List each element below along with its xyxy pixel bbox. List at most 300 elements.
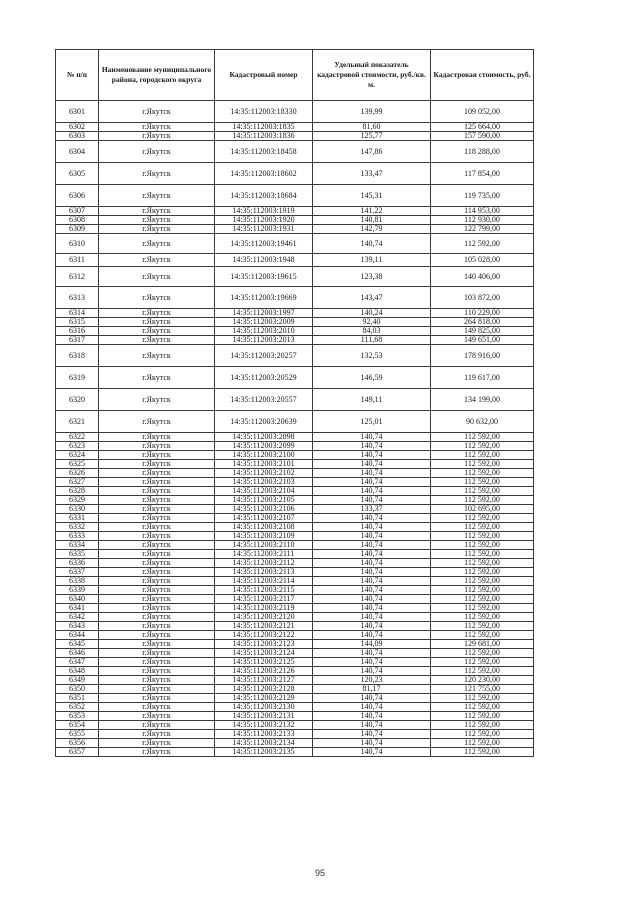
table-row	[56, 451, 534, 460]
cell-num: 6309	[56, 225, 99, 234]
cell-district: г.Якутск	[99, 123, 215, 132]
cell-cadastral: 14:35:112003:18330	[215, 101, 313, 123]
cell-value: 112 592,00	[431, 631, 534, 640]
table-header-row	[56, 50, 534, 101]
cell-num: 6322	[56, 433, 99, 442]
cell-district: г.Якутск	[99, 685, 215, 694]
cell-district: г.Якутск	[99, 496, 215, 505]
cell-district: г.Якутск	[99, 550, 215, 559]
cell-specific: 140,74	[313, 469, 431, 478]
cell-cadastral: 14:35:112003:1997	[215, 309, 313, 318]
cell-num: 6336	[56, 559, 99, 568]
cell-specific: 140,74	[313, 532, 431, 541]
cell-specific: 139,99	[313, 101, 431, 123]
table-row	[56, 712, 534, 721]
cell-district: г.Якутск	[99, 411, 215, 433]
cell-district: г.Якутск	[99, 631, 215, 640]
cell-num: 6338	[56, 577, 99, 586]
cell-cadastral: 14:35:112003:19461	[215, 234, 313, 254]
cell-specific: 140,74	[313, 478, 431, 487]
table-row	[56, 532, 534, 541]
cell-num: 6301	[56, 101, 99, 123]
cell-num: 6345	[56, 640, 99, 649]
table-row	[56, 327, 534, 336]
cell-cadastral: 14:35:112003:2117	[215, 595, 313, 604]
cell-district: г.Якутск	[99, 595, 215, 604]
cell-cadastral: 14:35:112003:2099	[215, 442, 313, 451]
cell-num: 6337	[56, 568, 99, 577]
cadastral-table	[55, 49, 534, 757]
cell-value: 103 872,00	[431, 287, 534, 309]
table-row	[56, 748, 534, 757]
cell-value: 112 592,00	[431, 487, 534, 496]
cell-specific: 140,74	[313, 721, 431, 730]
cell-cadastral: 14:35:112003:20557	[215, 389, 313, 411]
table-row	[56, 234, 534, 254]
cell-specific: 140,74	[313, 694, 431, 703]
cell-value: 125 664,00	[431, 123, 534, 132]
table-row	[56, 667, 534, 676]
cell-value: 112 592,00	[431, 595, 534, 604]
table-row	[56, 631, 534, 640]
cell-value: 110 229,00	[431, 309, 534, 318]
cell-cadastral: 14:35:112003:2126	[215, 667, 313, 676]
cell-cadastral: 14:35:112003:2098	[215, 433, 313, 442]
cell-district: г.Якутск	[99, 254, 215, 267]
cell-specific: 140,74	[313, 703, 431, 712]
cell-num: 6343	[56, 622, 99, 631]
cell-num: 6305	[56, 163, 99, 185]
cell-specific: 140,74	[313, 568, 431, 577]
cell-specific: 143,47	[313, 287, 431, 309]
cell-cadastral: 14:35:112003:2128	[215, 685, 313, 694]
table-row	[56, 141, 534, 163]
cell-value: 149 651,00	[431, 336, 534, 345]
cell-district: г.Якутск	[99, 712, 215, 721]
cell-num: 6316	[56, 327, 99, 336]
cell-cadastral: 14:35:112003:2123	[215, 640, 313, 649]
table-row	[56, 622, 534, 631]
table-row	[56, 442, 534, 451]
cell-num: 6308	[56, 216, 99, 225]
cell-cadastral: 14:35:112003:2132	[215, 721, 313, 730]
cell-value: 112 592,00	[431, 559, 534, 568]
cell-cadastral: 14:35:112003:2105	[215, 496, 313, 505]
cell-district: г.Якутск	[99, 141, 215, 163]
cell-district: г.Якутск	[99, 309, 215, 318]
cell-num: 6341	[56, 604, 99, 613]
cell-num: 6353	[56, 712, 99, 721]
cell-cadastral: 14:35:112003:2130	[215, 703, 313, 712]
cell-num: 6327	[56, 478, 99, 487]
cell-cadastral: 14:35:112003:1835	[215, 123, 313, 132]
cell-district: г.Якутск	[99, 559, 215, 568]
cell-specific: 144,09	[313, 640, 431, 649]
cell-value: 112 592,00	[431, 667, 534, 676]
cell-district: г.Якутск	[99, 478, 215, 487]
cell-value: 112 592,00	[431, 541, 534, 550]
table-row	[56, 559, 534, 568]
cell-value: 122 799,00	[431, 225, 534, 234]
cell-num: 6325	[56, 460, 99, 469]
table-row	[56, 541, 534, 550]
cell-value: 112 592,00	[431, 433, 534, 442]
cell-specific: 140,74	[313, 667, 431, 676]
cell-district: г.Якутск	[99, 327, 215, 336]
cell-specific: 140,74	[313, 433, 431, 442]
cell-num: 6326	[56, 469, 99, 478]
table-row	[56, 568, 534, 577]
cell-cadastral: 14:35:112003:2101	[215, 460, 313, 469]
cell-specific: 140,74	[313, 550, 431, 559]
cell-value: 112 592,00	[431, 496, 534, 505]
table-row	[56, 123, 534, 132]
cell-specific: 92,40	[313, 318, 431, 327]
cell-specific: 140,74	[313, 442, 431, 451]
cell-specific: 140,74	[313, 739, 431, 748]
cell-num: 6318	[56, 345, 99, 367]
table-row	[56, 649, 534, 658]
cell-district: г.Якутск	[99, 101, 215, 123]
cell-value: 112 592,00	[431, 586, 534, 595]
cell-num: 6303	[56, 132, 99, 141]
cell-district: г.Якутск	[99, 604, 215, 613]
table-row	[56, 685, 534, 694]
cell-cadastral: 14:35:112003:1919	[215, 207, 313, 216]
table-row	[56, 367, 534, 389]
cell-num: 6315	[56, 318, 99, 327]
cell-cadastral: 14:35:112003:2009	[215, 318, 313, 327]
cell-cadastral: 14:35:112003:2111	[215, 550, 313, 559]
cell-num: 6350	[56, 685, 99, 694]
cell-num: 6323	[56, 442, 99, 451]
cell-district: г.Якутск	[99, 703, 215, 712]
cell-value: 112 592,00	[431, 234, 534, 254]
cell-cadastral: 14:35:112003:2120	[215, 613, 313, 622]
cell-num: 6329	[56, 496, 99, 505]
cell-specific: 140,24	[313, 309, 431, 318]
cell-district: г.Якутск	[99, 287, 215, 309]
cell-value: 112 592,00	[431, 604, 534, 613]
table-row	[56, 267, 534, 287]
cell-value: 119 617,00	[431, 367, 534, 389]
table-row	[56, 514, 534, 523]
cell-value: 112 592,00	[431, 694, 534, 703]
cell-value: 112 592,00	[431, 532, 534, 541]
cell-num: 6347	[56, 658, 99, 667]
cell-value: 117 854,00	[431, 163, 534, 185]
cell-district: г.Якутск	[99, 451, 215, 460]
cell-value: 140 406,00	[431, 267, 534, 287]
cell-num: 6331	[56, 514, 99, 523]
cell-num: 6324	[56, 451, 99, 460]
table-row	[56, 469, 534, 478]
cell-value: 102 695,00	[431, 505, 534, 514]
cell-specific: 133,37	[313, 505, 431, 514]
cell-cadastral: 14:35:112003:18458	[215, 141, 313, 163]
table-row	[56, 586, 534, 595]
cell-value: 119 735,00	[431, 185, 534, 207]
cell-num: 6307	[56, 207, 99, 216]
cell-cadastral: 14:35:112003:1836	[215, 132, 313, 141]
cell-num: 6306	[56, 185, 99, 207]
cell-specific: 140,81	[313, 216, 431, 225]
cell-cadastral: 14:35:112003:2133	[215, 730, 313, 739]
table-row	[56, 336, 534, 345]
cell-specific: 147,86	[313, 141, 431, 163]
cell-cadastral: 14:35:112003:20257	[215, 345, 313, 367]
header-district: Наименование муниципального района, городского округа	[99, 50, 215, 101]
cell-specific: 140,74	[313, 622, 431, 631]
table-row	[56, 101, 534, 123]
cell-value: 121 755,00	[431, 685, 534, 694]
cell-specific: 140,74	[313, 577, 431, 586]
cell-district: г.Якутск	[99, 389, 215, 411]
cell-value: 112 592,00	[431, 712, 534, 721]
cell-cadastral: 14:35:112003:2131	[215, 712, 313, 721]
cell-specific: 140,74	[313, 460, 431, 469]
cell-value: 112 592,00	[431, 550, 534, 559]
cell-value: 149 825,00	[431, 327, 534, 336]
table-row	[56, 604, 534, 613]
table-row	[56, 309, 534, 318]
table-row	[56, 577, 534, 586]
cell-cadastral: 14:35:112003:2119	[215, 604, 313, 613]
cell-district: г.Якутск	[99, 433, 215, 442]
cell-specific: 125,77	[313, 132, 431, 141]
cell-value: 157 590,00	[431, 132, 534, 141]
cell-specific: 140,74	[313, 712, 431, 721]
table-row	[56, 433, 534, 442]
cell-num: 6352	[56, 703, 99, 712]
table-row	[56, 389, 534, 411]
table-row	[56, 694, 534, 703]
cell-district: г.Якутск	[99, 514, 215, 523]
cell-specific: 140,74	[313, 613, 431, 622]
cell-district: г.Якутск	[99, 640, 215, 649]
cell-specific: 120,23	[313, 676, 431, 685]
cell-district: г.Якутск	[99, 469, 215, 478]
cell-specific: 140,74	[313, 595, 431, 604]
cell-value: 112 592,00	[431, 748, 534, 757]
cell-district: г.Якутск	[99, 613, 215, 622]
cell-district: г.Якутск	[99, 185, 215, 207]
table-row	[56, 550, 534, 559]
cell-cadastral: 14:35:112003:2112	[215, 559, 313, 568]
table-row	[56, 658, 534, 667]
cell-district: г.Якутск	[99, 721, 215, 730]
cell-specific: 140,74	[313, 748, 431, 757]
cell-specific: 140,74	[313, 523, 431, 532]
table-row	[56, 318, 534, 327]
table-row	[56, 216, 534, 225]
cell-specific: 140,74	[313, 234, 431, 254]
cell-num: 6342	[56, 613, 99, 622]
cell-specific: 140,74	[313, 658, 431, 667]
cell-value: 120 230,00	[431, 676, 534, 685]
table-row	[56, 703, 534, 712]
cell-cadastral: 14:35:112003:2104	[215, 487, 313, 496]
table-row	[56, 496, 534, 505]
cell-cadastral: 14:35:112003:2109	[215, 532, 313, 541]
table-row	[56, 721, 534, 730]
cell-cadastral: 14:35:112003:2108	[215, 523, 313, 532]
cell-num: 6310	[56, 234, 99, 254]
cell-num: 6344	[56, 631, 99, 640]
cell-num: 6302	[56, 123, 99, 132]
cell-specific: 140,74	[313, 514, 431, 523]
cell-district: г.Якутск	[99, 739, 215, 748]
table-row	[56, 163, 534, 185]
cell-value: 112 592,00	[431, 721, 534, 730]
cell-specific: 140,74	[313, 496, 431, 505]
cell-value: 109 052,00	[431, 101, 534, 123]
cell-specific: 146,59	[313, 367, 431, 389]
cell-specific: 123,38	[313, 267, 431, 287]
table-body	[56, 101, 534, 757]
cell-district: г.Якутск	[99, 568, 215, 577]
cell-district: г.Якутск	[99, 505, 215, 514]
page-number: 95	[314, 868, 325, 878]
cell-district: г.Якутск	[99, 487, 215, 496]
cell-num: 6346	[56, 649, 99, 658]
cell-cadastral: 14:35:112003:2129	[215, 694, 313, 703]
cell-specific: 125,01	[313, 411, 431, 433]
cell-district: г.Якутск	[99, 207, 215, 216]
cell-cadastral: 14:35:112003:19615	[215, 267, 313, 287]
cell-district: г.Якутск	[99, 658, 215, 667]
cell-specific: 132,53	[313, 345, 431, 367]
cell-cadastral: 14:35:112003:18684	[215, 185, 313, 207]
cell-value: 134 199,00	[431, 389, 534, 411]
cell-cadastral: 14:35:112003:2010	[215, 327, 313, 336]
table-row	[56, 287, 534, 309]
cell-num: 6304	[56, 141, 99, 163]
cell-num: 6349	[56, 676, 99, 685]
table-row	[56, 132, 534, 141]
cell-district: г.Якутск	[99, 132, 215, 141]
cell-specific: 140,74	[313, 559, 431, 568]
table-row	[56, 478, 534, 487]
cell-specific: 81,17	[313, 685, 431, 694]
cell-value: 112 930,00	[431, 216, 534, 225]
cell-district: г.Якутск	[99, 460, 215, 469]
table-row	[56, 739, 534, 748]
cell-num: 6339	[56, 586, 99, 595]
cell-cadastral: 14:35:112003:2013	[215, 336, 313, 345]
cell-value: 112 592,00	[431, 478, 534, 487]
table-row	[56, 225, 534, 234]
cell-cadastral: 14:35:112003:20639	[215, 411, 313, 433]
cell-cadastral: 14:35:112003:2115	[215, 586, 313, 595]
cell-specific: 140,74	[313, 649, 431, 658]
cell-cadastral: 14:35:112003:2114	[215, 577, 313, 586]
cell-district: г.Якутск	[99, 216, 215, 225]
table-row	[56, 595, 534, 604]
cell-specific: 140,74	[313, 730, 431, 739]
cell-num: 6312	[56, 267, 99, 287]
table-row	[56, 411, 534, 433]
cell-cadastral: 14:35:112003:18602	[215, 163, 313, 185]
cell-value: 178 916,00	[431, 345, 534, 367]
cell-specific: 84,03	[313, 327, 431, 336]
cell-num: 6314	[56, 309, 99, 318]
cell-specific: 140,74	[313, 586, 431, 595]
cell-specific: 140,74	[313, 451, 431, 460]
cell-district: г.Якутск	[99, 336, 215, 345]
cell-specific: 145,31	[313, 185, 431, 207]
cell-cadastral: 14:35:112003:1931	[215, 225, 313, 234]
cell-specific: 140,74	[313, 604, 431, 613]
table-row	[56, 487, 534, 496]
cell-district: г.Якутск	[99, 163, 215, 185]
cell-cadastral: 14:35:112003:1920	[215, 216, 313, 225]
cell-num: 6335	[56, 550, 99, 559]
cell-district: г.Якутск	[99, 541, 215, 550]
cell-district: г.Якутск	[99, 345, 215, 367]
cell-value: 112 592,00	[431, 703, 534, 712]
cell-value: 129 681,00	[431, 640, 534, 649]
cell-district: г.Якутск	[99, 442, 215, 451]
cell-cadastral: 14:35:112003:2134	[215, 739, 313, 748]
cell-district: г.Якутск	[99, 694, 215, 703]
cell-num: 6332	[56, 523, 99, 532]
cell-cadastral: 14:35:112003:2127	[215, 676, 313, 685]
cell-district: г.Якутск	[99, 234, 215, 254]
cell-cadastral: 14:35:112003:1948	[215, 254, 313, 267]
cell-num: 6320	[56, 389, 99, 411]
cell-value: 105 028,00	[431, 254, 534, 267]
header-num: № п/п	[56, 50, 99, 101]
header-value: Кадастровая стоимость, руб.	[431, 50, 534, 101]
cell-num: 6357	[56, 748, 99, 757]
table-row	[56, 640, 534, 649]
table-row	[56, 730, 534, 739]
cell-value: 114 953,00	[431, 207, 534, 216]
table-row	[56, 460, 534, 469]
cell-value: 264 818,00	[431, 318, 534, 327]
cell-value: 112 592,00	[431, 469, 534, 478]
table-row	[56, 345, 534, 367]
cadastral-table-container	[55, 49, 533, 757]
cell-district: г.Якутск	[99, 730, 215, 739]
cell-num: 6313	[56, 287, 99, 309]
cell-district: г.Якутск	[99, 748, 215, 757]
cell-value: 90 632,00	[431, 411, 534, 433]
cell-cadastral: 14:35:112003:2122	[215, 631, 313, 640]
cell-value: 112 592,00	[431, 523, 534, 532]
table-row	[56, 254, 534, 267]
header-specific: Удельный показатель кадастровой стоимости, руб./кв. м.	[313, 50, 431, 101]
cell-district: г.Якутск	[99, 622, 215, 631]
cell-cadastral: 14:35:112003:2102	[215, 469, 313, 478]
cell-num: 6351	[56, 694, 99, 703]
cell-specific: 111,68	[313, 336, 431, 345]
cell-district: г.Якутск	[99, 676, 215, 685]
cell-cadastral: 14:35:112003:2107	[215, 514, 313, 523]
cell-cadastral: 14:35:112003:20529	[215, 367, 313, 389]
cell-district: г.Якутск	[99, 586, 215, 595]
cell-value: 112 592,00	[431, 568, 534, 577]
cell-cadastral: 14:35:112003:2110	[215, 541, 313, 550]
cell-num: 6317	[56, 336, 99, 345]
cell-num: 6321	[56, 411, 99, 433]
cell-cadastral: 14:35:112003:2103	[215, 478, 313, 487]
cell-value: 112 592,00	[431, 622, 534, 631]
cell-value: 112 592,00	[431, 658, 534, 667]
cell-cadastral: 14:35:112003:2113	[215, 568, 313, 577]
cell-num: 6311	[56, 254, 99, 267]
